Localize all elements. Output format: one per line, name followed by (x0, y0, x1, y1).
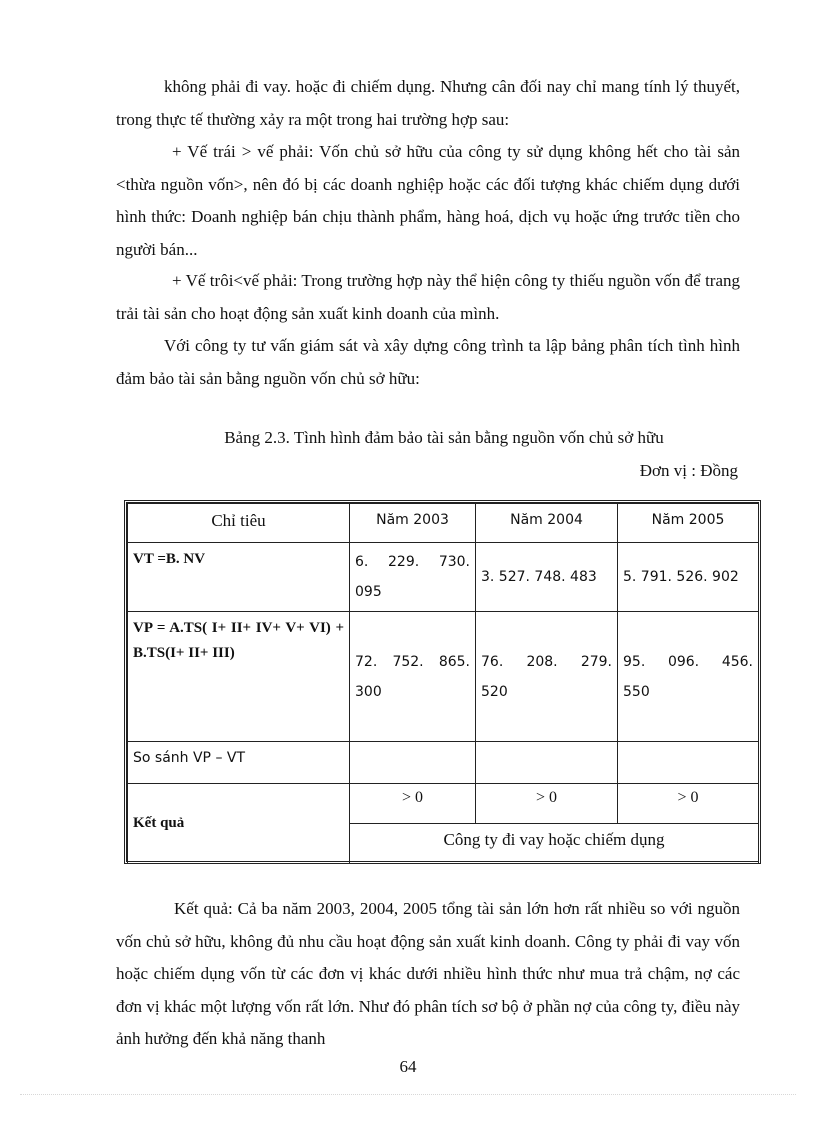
footer-divider (20, 1094, 796, 1095)
cell-vt-2004: 3. 527. 748. 483 (476, 543, 618, 612)
cell-compare-2004 (476, 742, 618, 784)
cell-result-2003: > 0 (350, 784, 476, 824)
cell-vp-2004: 76. 208. 279. 520 (476, 612, 618, 742)
cell-result-conclusion: Công ty đi vay hoặc chiếm dụng (350, 824, 759, 864)
paragraph-case-right-greater: + Vế trôi<vế phải: Trong trường hợp này thể hiện công ty thiếu nguồn vốn để trang trải tài sản cho hoạt động sản xuất kinh doanh của mình. (116, 271, 740, 323)
cell-vt-2003: 6. 229. 730. 095 (350, 543, 476, 612)
table-row-vp (128, 612, 759, 742)
header-year-2005: Năm 2005 (618, 504, 759, 543)
cell-result-2004: > 0 (476, 784, 618, 824)
balance-table (124, 500, 761, 864)
row-label-compare: So sánh VP – VT (128, 742, 350, 784)
page-number: 64 (399, 1057, 417, 1076)
paragraph-table-intro: Với công ty tư vấn giám sát và xây dựng công trình ta lập bảng phân tích tình hình đảm bảo tài sản bằng nguồn vốn chủ sở hữu: (116, 336, 740, 388)
cell-result-2005: > 0 (618, 784, 759, 824)
cell-compare-2005 (618, 742, 759, 784)
table-row-vt (128, 543, 759, 612)
paragraph-case-left-greater: + Vế trái > vế phải: Vốn chủ sở hữu của công ty sử dụng không hết cho tài sản <thừa nguồn vốn>, nên đó bị các doanh nghiệp hoặc các đối tượng khác chiếm dụng dưới hình thức: Doanh nghiệp bán chịu thành phẩm, hàng hoá, dịch vụ hoặc ứng trước tiền cho người bán... (116, 142, 740, 259)
table-unit: Đơn vị : Đồng (639, 461, 738, 480)
header-year-2003: Năm 2003 (350, 504, 476, 543)
cell-vp-2003: 72. 752. 865. 300 (350, 612, 476, 742)
cell-vp-2005: 95. 096. 456. 550 (618, 612, 759, 742)
cell-compare-2003 (350, 742, 476, 784)
table-row-result (128, 784, 759, 824)
row-label-result: Kết quả (128, 784, 350, 864)
cell-vt-2005: 5. 791. 526. 902 (618, 543, 759, 612)
header-chi-tieu: Chỉ tiêu (128, 504, 350, 543)
table-row-compare (128, 742, 759, 784)
table-caption: Bảng 2.3. Tình hình đảm bảo tài sản bằng nguồn vốn chủ sở hữu (224, 428, 664, 447)
table-header-row (128, 504, 759, 543)
header-year-2004: Năm 2004 (476, 504, 618, 543)
row-label-vp: VP = A.TS( I+ II+ IV+ V+ VI) + B.TS(I+ II+ III) (128, 612, 350, 742)
paragraph-conclusion: Kết quả: Cả ba năm 2003, 2004, 2005 tổng tài sản lớn hơn rất nhiều so với nguồn vốn chủ sở hữu, không đủ nhu cầu hoạt động sản xuất kinh doanh. Công ty phải đi vay vốn hoặc chiếm dụng vốn từ các đơn vị khác dưới nhiều hình thức như mua trả chậm, nợ các đơn vị khác một lượng vốn rất lớn. Như đó phân tích sơ bộ ở phần nợ của công ty, điều này ảnh hưởng đến khả năng thanh (116, 899, 740, 1048)
paragraph-intro: không phải đi vay. hoặc đi chiếm dụng. Nhưng cân đối nay chỉ mang tính lý thuyết, trong thực tế thường xảy ra một trong hai trường hợp sau: (116, 77, 740, 129)
row-label-vt: VT =B. NV (128, 543, 350, 612)
